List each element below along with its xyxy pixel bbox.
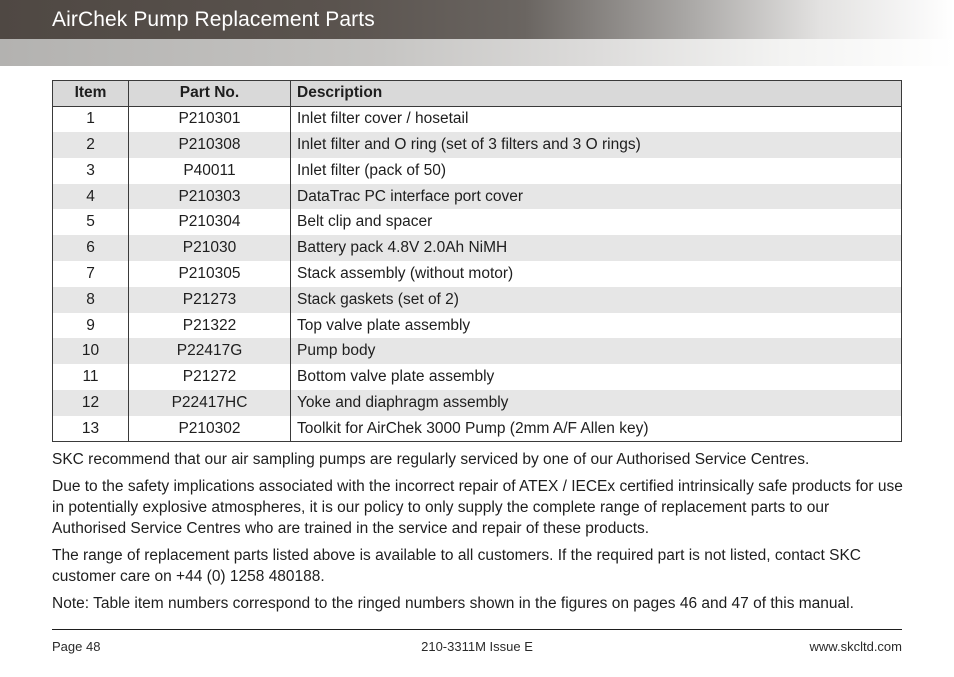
- cell-description: Toolkit for AirChek 3000 Pump (2mm A/F Allen key): [291, 416, 902, 442]
- table-body: [53, 106, 902, 441]
- cell-part-no: P210303: [129, 184, 291, 210]
- document-reference: 210-3311M Issue E: [421, 639, 533, 654]
- table-row: [53, 338, 902, 364]
- cell-item: 9: [53, 313, 129, 339]
- table-row: [53, 209, 902, 235]
- cell-part-no: P210304: [129, 209, 291, 235]
- parts-table: [52, 80, 902, 442]
- cell-item: 5: [53, 209, 129, 235]
- body-paragraph: The range of replacement parts listed above is available to all customers. If the required part is not listed, contact SKC customer care on +44 (0) 1258 480188.: [52, 547, 861, 585]
- cell-description: Stack gaskets (set of 2): [291, 287, 902, 313]
- cell-description: Inlet filter (pack of 50): [291, 158, 902, 184]
- cell-description: Bottom valve plate assembly: [291, 364, 902, 390]
- cell-item: 10: [53, 338, 129, 364]
- cell-part-no: P21030: [129, 235, 291, 261]
- cell-description: Inlet filter cover / hosetail: [291, 106, 902, 132]
- cell-item: 2: [53, 132, 129, 158]
- cell-part-no: P22417G: [129, 338, 291, 364]
- cell-part-no: P22417HC: [129, 390, 291, 416]
- column-header-description: Description: [291, 81, 902, 107]
- cell-part-no: P21273: [129, 287, 291, 313]
- cell-item: 1: [53, 106, 129, 132]
- cell-description: Stack assembly (without motor): [291, 261, 902, 287]
- cell-item: 4: [53, 184, 129, 210]
- body-paragraph: Due to the safety implications associated with the incorrect repair of ATEX / IECEx certified intrinsically safe products for use in potentially explosive atmospheres, it is our policy to only supply the complete range of replacement parts to our Authorised Service Centres who are trained in the service and repair of these products.: [52, 478, 903, 537]
- table-row: [53, 364, 902, 390]
- footer-divider: [52, 629, 902, 630]
- cell-description: Battery pack 4.8V 2.0Ah NiMH: [291, 235, 902, 261]
- cell-item: 13: [53, 416, 129, 442]
- cell-item: 12: [53, 390, 129, 416]
- cell-description: Top valve plate assembly: [291, 313, 902, 339]
- cell-description: Inlet filter and O ring (set of 3 filters and 3 O rings): [291, 132, 902, 158]
- table-row: [53, 184, 902, 210]
- cell-item: 7: [53, 261, 129, 287]
- body-paragraph: SKC recommend that our air sampling pumps are regularly serviced by one of our Authorised Service Centres.: [52, 451, 810, 468]
- page-number: Page 48: [52, 639, 101, 654]
- website-link[interactable]: www.skcltd.com: [809, 639, 902, 654]
- column-header-part-no: Part No.: [129, 81, 291, 107]
- cell-part-no: P210302: [129, 416, 291, 442]
- column-header-item: Item: [53, 81, 129, 107]
- table-row: [53, 106, 902, 132]
- cell-part-no: P210308: [129, 132, 291, 158]
- table-row: [53, 416, 902, 442]
- cell-item: 8: [53, 287, 129, 313]
- cell-item: 3: [53, 158, 129, 184]
- cell-part-no: P210301: [129, 106, 291, 132]
- page-title: AirChek Pump Replacement Parts: [52, 8, 375, 31]
- header-sub-band: [0, 39, 954, 66]
- cell-description: Pump body: [291, 338, 902, 364]
- table-row: [53, 287, 902, 313]
- body-text: [52, 449, 903, 620]
- table-row: [53, 261, 902, 287]
- cell-part-no: P40011: [129, 158, 291, 184]
- table-row: [53, 390, 902, 416]
- cell-part-no: P21322: [129, 313, 291, 339]
- table-row: [53, 313, 902, 339]
- cell-description: Belt clip and spacer: [291, 209, 902, 235]
- table-header-row: [53, 81, 902, 107]
- cell-part-no: P210305: [129, 261, 291, 287]
- table-row: [53, 158, 902, 184]
- cell-item: 6: [53, 235, 129, 261]
- table-row: [53, 132, 902, 158]
- cell-description: DataTrac PC interface port cover: [291, 184, 902, 210]
- cell-part-no: P21272: [129, 364, 291, 390]
- body-paragraph: Note: Table item numbers correspond to the ringed numbers shown in the figures on pages 46 and 47 of this manual.: [52, 595, 854, 612]
- table-row: [53, 235, 902, 261]
- cell-description: Yoke and diaphragm assembly: [291, 390, 902, 416]
- cell-item: 11: [53, 364, 129, 390]
